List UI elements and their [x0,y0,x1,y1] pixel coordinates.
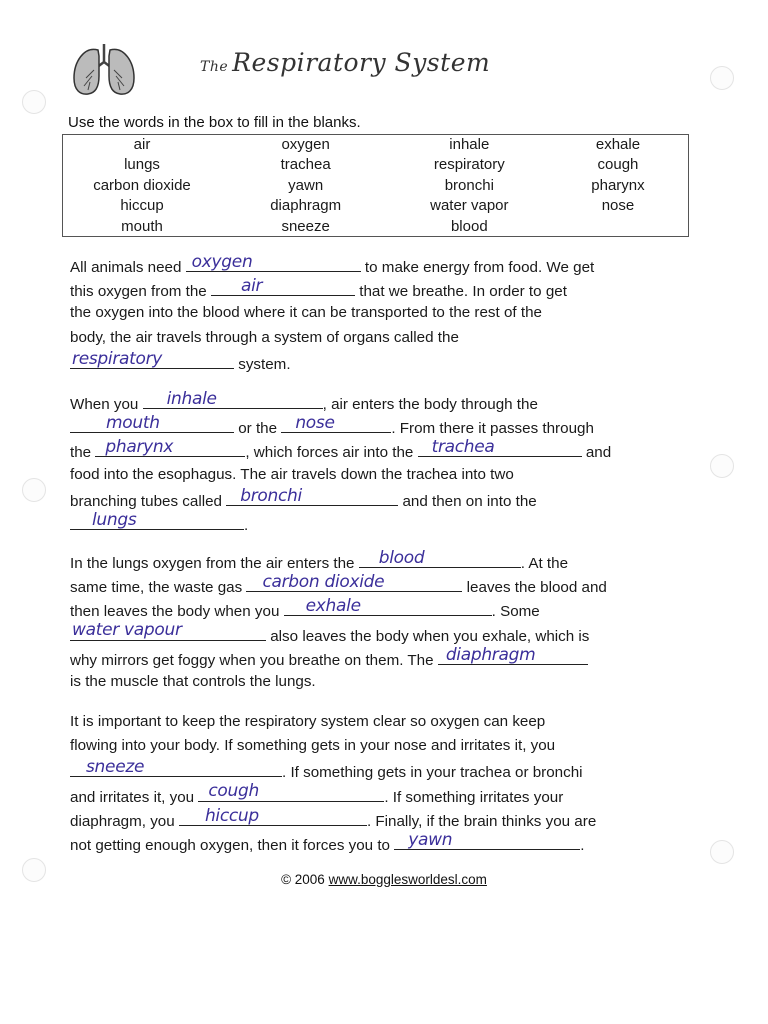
word-bank-item: sneeze [281,217,330,235]
page-title [200,48,500,77]
text: . [580,836,585,854]
text: and [585,444,612,462]
answer-pharynx: pharynx [105,437,174,458]
word-bank-item: exhale [595,136,641,153]
text: and irritates it, you [70,788,195,806]
text: then leaves the body when you [70,603,280,621]
answer-water-vapour: water vapour [72,620,182,641]
text: , which forces air into the [245,444,414,462]
blank-bronchi[interactable] [226,487,398,506]
word-bank-item: water vapor [430,197,509,215]
answer-blood: blood [378,547,425,568]
text: the oxygen into the blood where it can be transported to the rest of the [70,304,542,322]
word-bank-item: hiccup [120,197,164,215]
blank-respiratory[interactable] [70,350,234,369]
binder-hole-left-top [22,90,46,114]
text: to make energy from food. We get [364,259,595,276]
paragraph-3 [70,549,690,694]
answer-nose: nose [295,412,335,433]
answer-exhale: exhale [305,596,361,617]
blank-blood[interactable] [359,549,521,568]
text: the [70,444,92,462]
word-bank-item: carbon dioxide [93,176,191,194]
text: is the muscle that controls the lungs. [70,672,316,690]
blank-nose[interactable] [281,414,391,433]
word-bank-item: cough [597,156,639,174]
text: . If something irritates your [384,788,564,806]
blank-air[interactable] [211,277,355,296]
blank-trachea[interactable] [418,438,582,457]
text: that we breathe. In order to get [359,283,567,301]
text: All animals need [70,259,182,276]
text: same time, the waste gas [70,579,243,597]
blank-hiccup[interactable] [179,807,367,826]
answer-respiratory: respiratory [72,348,163,369]
word-bank-column-3 [404,135,534,236]
word-bank-item: nose [601,197,635,215]
footer-link[interactable]: www.bogglesworldesl.com [328,872,487,887]
binder-hole-right-top [710,66,734,90]
text: leaves the blood and [466,579,607,597]
word-bank-item: oxygen [281,136,330,153]
word-bank-item: air [133,136,151,153]
title-the: The [200,59,229,75]
word-bank-column-4 [568,135,668,236]
title-main: Respiratory System [232,48,491,77]
text: . [244,516,249,534]
answer-inhale: inhale [166,388,217,409]
text: branching tubes called [70,492,222,510]
answer-hiccup: hiccup [204,805,259,826]
word-bank-item: blood [450,217,488,235]
text: When you [70,396,139,413]
answer-trachea: trachea [431,437,495,458]
text: body, the air travels through a system of organs called the [70,328,459,346]
blank-carbon-dioxide[interactable] [246,573,462,592]
text: . At the [520,555,569,572]
word-bank [62,134,689,237]
text: why mirrors get foggy when you breathe on them. The [70,651,434,669]
blank-exhale[interactable] [284,597,492,616]
text: . Some [491,603,540,621]
answer-diaphragm: diaphragm [445,644,536,665]
word-bank-item: respiratory [433,156,505,174]
blank-inhale[interactable] [143,390,323,409]
word-bank-item: yawn [288,176,324,194]
answer-air: air [241,275,263,296]
binder-hole-right-mid [710,454,734,478]
text: system. [238,355,291,373]
blank-mouth[interactable] [70,414,234,433]
paragraph-4 [70,710,690,855]
answer-sneeze: sneeze [86,757,145,778]
text: . If something gets in your trachea or bronchi [282,764,583,782]
text: or the [238,420,278,438]
answer-yawn: yawn [408,829,453,850]
text: and then on into the [402,492,537,510]
instructions: Use the words in the box to fill in the blanks. [68,114,361,131]
answer-mouth: mouth [106,412,160,433]
text: this oxygen from the [70,283,207,301]
blank-yawn[interactable] [394,831,580,850]
answer-cough: cough [208,781,259,802]
blank-water-vapour[interactable] [70,622,266,641]
binder-hole-right-bottom [710,840,734,864]
text: In the lungs oxygen from the air enters the [70,555,355,572]
blank-oxygen[interactable] [186,253,361,272]
text: not getting enough oxygen, then it forces you to [70,836,391,854]
lungs-icon [70,40,138,98]
text: It is important to keep the respiratory system clear so oxygen can keep [70,713,546,730]
answer-lungs: lungs [92,509,137,530]
word-bank-item: pharynx [591,176,645,194]
text: food into the esophagus. The air travels down the trachea into two [70,465,514,483]
text: . Finally, if the brain thinks you are [366,812,597,830]
footer [0,872,768,887]
word-bank-item: bronchi [444,176,494,194]
blank-cough[interactable] [198,783,384,802]
answer-bronchi: bronchi [240,485,302,506]
binder-hole-left-mid [22,478,46,502]
word-bank-column-1 [77,135,207,236]
text: . From there it passes through [391,420,594,438]
word-bank-item: mouth [121,217,163,235]
blank-lungs[interactable] [70,511,244,530]
answer-carbon-dioxide: carbon dioxide [262,571,385,592]
word-bank-item: trachea [280,156,331,174]
word-bank-item: lungs [124,156,160,174]
text: flowing into your body. If something gets in your nose and irritates it, you [70,737,556,755]
text: diaphragm, you [70,812,175,830]
answer-oxygen: oxygen [191,251,253,272]
blank-pharynx[interactable] [95,438,245,457]
text: , air enters the body through the [322,396,538,413]
blank-diaphragm[interactable] [438,646,588,665]
blank-sneeze[interactable] [70,758,282,777]
word-bank-item: diaphragm [270,197,342,215]
word-bank-column-2 [241,135,371,236]
paragraph-2 [70,390,690,535]
copyright-text: © 2006 [281,872,325,887]
word-bank-item: inhale [449,136,490,153]
text: also leaves the body when you exhale, which is [270,627,590,645]
paragraph-1 [70,253,690,374]
